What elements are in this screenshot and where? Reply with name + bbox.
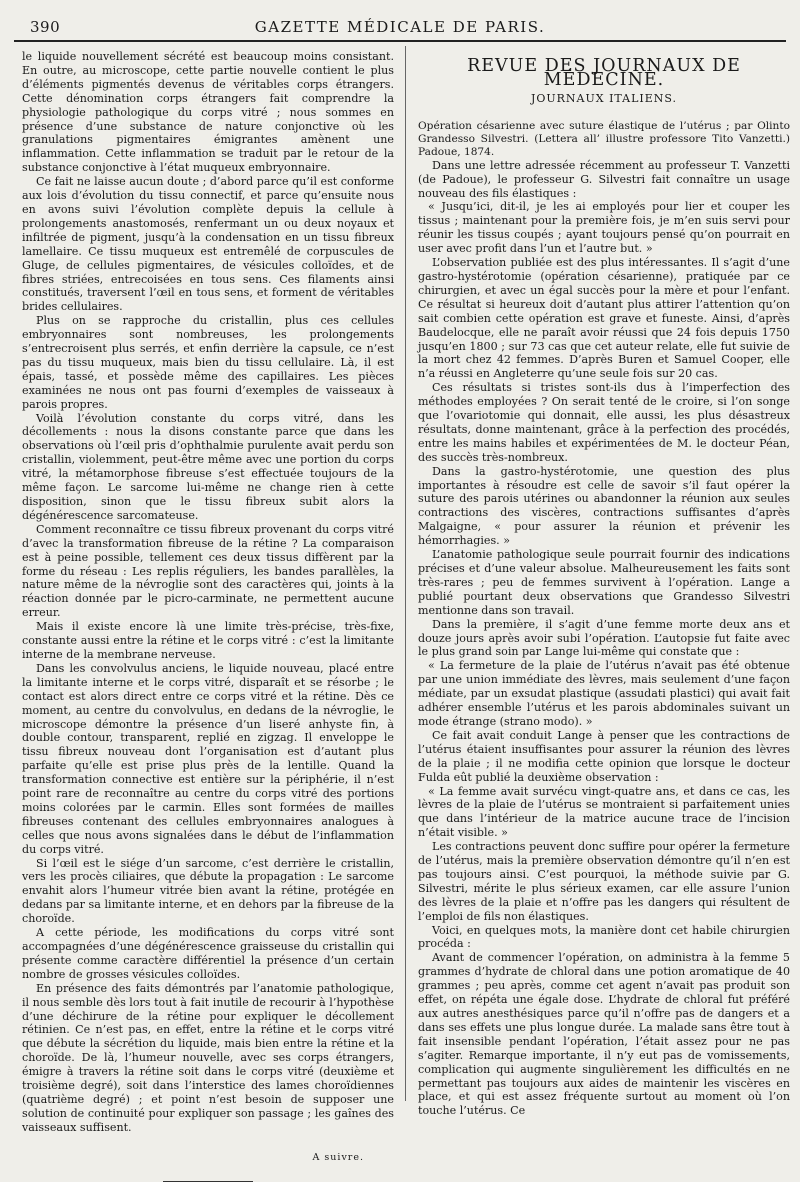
left-paragraph: Comment reconnaître ce tissu fibreux provenant du corps vitré d’avec la transformation fibreuse de la rétine ? La comparaison est à peine possible, tellement ces deux tissus diffèrent par la forme du réseau : Les replis réguliers, les bandes parallèles, la nature même de la névroglie sont des caractères qui, joints à la réaction donnée par le picro-carminate, ne permettent aucune erreur. <box>22 522 394 620</box>
left-paragraph: Dans les convolvulus anciens, le liquide nouveau, placé entre la limitante interne et le corps vitré, disparaît et se résorbe ; le contact est alors direct entre ce corps vitré et la rétine. Dès ce moment, au centre du convolvulus, en dedans de la névroglie, le microscope démontre la présence d’un liseré anhyste fin, à double contour, transparent, replié en zigzag. Il enveloppe le tissu fibreux nouveau dont l’organisation est d’autant plus parfaite qu’elle est prise plus près de la lentille. Quand la transformation connective est entière sur la périphérie, il n’est point rare de reconnaître au centre du corps vitré des portions moins colorées par le carmin. Elles sont formées de mailles fibreuses contenant des cellules embryonnaires analogues à celles que nous avons signalées dans le début de l’inflammation du corps vitré. <box>22 661 394 856</box>
left-paragraph: Mais il existe encore là une limite très-précise, très-fixe, constante aussi entre la rétine et le corps vitré : c’est la limitante interne de la membrane nerveuse. <box>22 620 394 661</box>
left-paragraph: Ce fait ne laisse aucun doute ; d’abord parce qu’il est conforme aux lois d’évolution du tissu connectif, et parce qu’ensuite nous en avons suivi l’évolution complète depuis la cellule à prolongements anastomosés, renfermant un ou deux noyaux et infiltrée de pigment, jusqu’à la condensation en un tissu fibreux lamellaire. Ce tissu muqueux est entremêlé de corpuscules de Gluge, de cellules pigmentaires, de vésicules colloïdes, et de fibres striées, entrecoisées en tous sens. Ces filaments ainsi constitués, traversent l’œil en tous sens, et forment de véritables brides cellulaires. <box>22 175 394 314</box>
right-paragraph: Dans la gastro-hystérotomie, une question des plus importantes à résoudre est celle de savoir s’il faut opérer la suture des parois utérines ou abandonner la réunion aux seules contractions des viscères, contractions suffisantes d’après Malgaigne, « pour assurer la réunion et prévenir les hémorrhagies. » <box>418 464 790 548</box>
end-rule <box>163 1181 253 1182</box>
journal-title: GAZETTE MÉDICALE DE PARIS. <box>254 18 546 36</box>
right-paragraph: Les contractions peuvent donc suffire pour opérer la fermeture de l’utérus, mais la première observation démontre qu’il n’en est pas toujours ainsi. C’est pourquoi, la méthode suivie par G. Silvestri, mérite le plus sérieux examen, car elle assure l’union des lèvres de la plaie et n’offre pas les dangers qui résultent de l’emploi de fils non élastiques. <box>418 840 790 923</box>
right-column <box>418 50 790 1118</box>
left-paragraph: En présence des faits démontrés par l’anatomie pathologique, il nous semble dès lors tout à fait inutile de recourir à l’hypothèse d’une déchirure de la rétine pour expliquer le décollement rétinien. Ce n’est pas, en effet, entre la rétine et le corps vitré que débute la sécrétion du liquide, mais bien entre la rétine et la choroïde. De là, l’humeur nouvelle, avec ses corps étrangers, émigre à travers la rétine soit dans le corps vitré (deuxième et troisième degré), soit dans l’interstice des lames choroïdiennes (quatrième degré) ; et point n’est besoin de supposer une solution de continuité pour expliquer son passage ; les gaînes des vaisseaux suffisent. <box>22 981 394 1134</box>
right-paragraph: Avant de commencer l’opération, on administra à la femme 5 grammes d’hydrate de chloral dans une potion aromatique de 40 grammes ; peu après, comme cet agent n’avait pas produit son effet, on répéta une égale dose. L’hydrate de chloral fut préféré aux autres anesthésiques parce qu’il n’offre pas de dangers et a dans ses effets une plus longue durée. La malade sans être tout à fait insensible pendant l’opération, l’était assez pour ne pas s’agiter. Remarque importante, il n’y eut pas de vomissements, complication qui augmente singulièrement les difficultés en ne permettant pas toujours aux aides de maintenir les viscères en place, et qui est assez fréquente surtout au moment où l’on touche l’utérus. Ce <box>418 951 790 1118</box>
header-rule <box>14 40 786 42</box>
left-paragraph: Voilà l’évolution constante du corps vitré, dans les décollements : nous la disons constante parce que dans les observations où l’œil pris d’ophthalmie purulente avait perdu son cristallin, violemment, peut-être même avec une portion du corps vitré, la métamorphose fibreuse s’est effectuée toujours de la même façon. Le sarcome lui-même ne change rien à cette disposition, sinon que le tissu fibreux subit alors la dégénérescence sarcomateuse. <box>22 411 394 522</box>
right-paragraph: L’anatomie pathologique seule pourrait fournir des indications précises et d’une valeur absolue. Malheureusement les faits sont très-rares ; peu de femmes survivent à l’opération. Lange a publié pourtant deux observations que Grandesso Silvestri mentionne dans son travail. <box>418 548 790 617</box>
right-paragraph: Dans une lettre adressée récemment au professeur T. Vanzetti (de Padoue), le professeur G. Silvestri fait connaître un usage nouveau des fils élastiques : <box>418 158 790 200</box>
right-paragraph: Ces résultats si tristes sont-ils dus à l’imperfection des méthodes employées ? On serait tenté de le croire, si l’on songe que l’ovariotomie qui donnait, elle aussi, les plus désastreux résultats, donne maintenant, grâce à la perfection des procédés, entre les mains habiles et expérimentées de M. le docteur Péan, des succès très-nombreux. <box>418 381 790 464</box>
column-divider <box>405 46 406 1101</box>
right-paragraph: Voici, en quelques mots, la manière dont cet habile chirurgien procéda : <box>418 923 790 951</box>
right-quote: « La fermeture de la plaie de l’utérus n’avait pas été obtenue par une union immédiate des lèvres, mais seulement d’une façon médiate, par un exsudat plastique (assudati plastici) qui avait fait adhérer ensemble l’utérus et les parois abdominales suivant un mode étrange (strano modo). » <box>418 659 790 728</box>
section-subtitle: JOURNAUX ITALIENS. <box>530 91 678 105</box>
page-number: 390 <box>30 18 61 36</box>
right-quote: « Jusqu’ici, dit-il, je les ai employés pour lier et couper les tissus ; maintenant pour la première fois, je m’en suis servi pour réunir les tissus coupés ; ayant toujours pensé qu’on pourrait en user avec profit dans l’un et l’autre but. » <box>418 200 790 256</box>
running-header <box>30 18 770 40</box>
right-quote: « La femme avait survécu vingt-quatre ans, et dans ce cas, les lèvres de la plaie de l’utérus se montraient si parfaitement unies que dans l’intérieur de la matrice aucune trace de l’incision n’était visible. » <box>418 784 790 840</box>
left-paragraph: Plus on se rapproche du cristallin, plus ces cellules embryonnaires sont nombreuses, les prolongements s’entrecroisent plus serrés, et enfin derrière la capsule, ce n’est pas du tissu muqueux, mais bien du tissu cellulaire. Là, il est épais, tassé, et possède même des capillaires. Les pièces examinées ne nous ont pas fourni d’exemples de vaisseaux à parois propres. <box>22 314 394 411</box>
left-paragraph: A cette période, les modifications du corps vitré sont accompagnées d’une dégénérescence graisseuse du cristallin qui présente comme caractère différentiel la présence d’un certain nombre de grosses vésicules colloïdes. <box>22 926 394 981</box>
article-heading: Opération césarienne avec suture élastique de l’utérus ; par Olinto Grandesso Silvestri. (Lettera all’ illustre professore Tito Vanzetti.) Padoue, 1874. <box>418 119 790 158</box>
section-title: REVUE DES JOURNAUX DE MÉDECINE. <box>467 56 741 90</box>
left-paragraph: Si l’œil est le siége d’un sarcome, c’est derrière le cristallin, vers les procès ciliaires, que débute la propagation : Le sarcome envahit alors l’humeur vitrée bien avant la rétine, protégée en dedans par sa limitante interne, et en dehors par la fibreuse de la choroïde. <box>22 856 394 926</box>
right-paragraph: Dans la première, il s’agit d’une femme morte deux ans et douze jours après avoir subi l’opération. L’autopsie fut faite avec le plus grand soin par Lange lui-même qui constate que : <box>418 617 790 659</box>
continuation-note: A suivre. <box>312 1151 364 1163</box>
right-paragraph: Ce fait avait conduit Lange à penser que les contractions de l’utérus étaient insuffisantes pour assurer la réunion des lèvres de la plaie ; il ne modifia cette opinion que lorsque le docteur Fulda eût publié la deuxième observation : <box>418 728 790 784</box>
left-paragraph: le liquide nouvellement sécrété est beaucoup moins consistant. En outre, au microscope, cette partie nouvelle contient le plus d’éléments pigmentés devenus de véritables corps étrangers. Cette dénomination corps étrangers fait comprendre la physiologie pathologique du corps vitré ; nous sommes en présence d’une substance de nature conjonctive où les granulations pigmentaires émigrantes amènent une inflammation. Cette inflammation se traduit par le retour de la substance conjonctive à l’état muqueux embryonnaire. <box>22 50 394 175</box>
left-column <box>22 50 394 1182</box>
right-paragraph: L’observation publiée est des plus intéressantes. Il s’agit d’une gastro-hystérotomie (opération césarienne), pratiquée par ce chirurgien, et avec un égal succès pour la mère et pour l’enfant. Ce résultat si heureux doit d’autant plus attirer l’attention qu’on sait combien cette opération est grave et funeste. Ainsi, d’après Baudelocque, elle ne paraît avoir réussi que 24 fois depuis 1750 jusqu’en 1800 ; sur 73 cas que cet auteur relate, elle fut suivie de la mort chez 42 femmes. D’après Buren et Samuel Cooper, elle n’a réussi en Angleterre qu’une seule fois sur 20 cas. <box>418 256 790 381</box>
